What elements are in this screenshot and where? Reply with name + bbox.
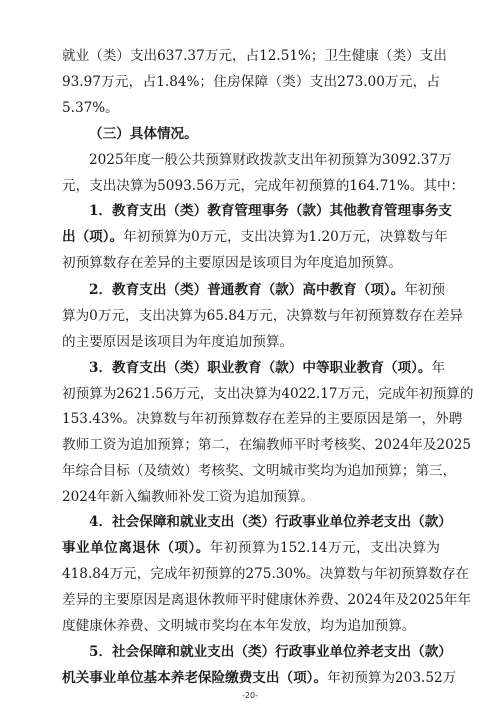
text-line [89, 126, 440, 143]
heading-text: 机关事业单位基本养老保险缴费支出（项）。 [62, 670, 328, 686]
text-line [62, 670, 457, 687]
heading-text: 出（项）。 [62, 229, 124, 245]
text-line [62, 437, 472, 454]
text-line [62, 618, 440, 635]
text-line [62, 592, 472, 609]
text-line [62, 74, 440, 91]
text-line [62, 308, 464, 325]
text-line [62, 48, 447, 65]
text-line [62, 100, 440, 117]
text-line [62, 566, 470, 583]
text-line [89, 644, 452, 661]
text-line [62, 463, 457, 480]
page-number: -20- [242, 691, 258, 700]
text-line [62, 334, 440, 351]
paragraph-text: 就业（类）支出637.37万元，占12.51%；卫生健康（类）支出 [62, 48, 447, 64]
paragraph-text: 年初预 [404, 282, 446, 298]
paragraph-text: 年综合目标（及绩效）考核奖、文明城市奖均为追加预算；第三， [62, 463, 457, 479]
paragraph-text: 2025年度一般公共预算财政拨款支出年初预算为3092.37万 [89, 152, 452, 168]
paragraph-text: 93.97万元，占1.84%；住房保障（类）支出273.00万元，占 [62, 74, 440, 90]
text-line [62, 540, 440, 557]
paragraph-text: 初预算数存在差异的主要原因是该项目为年度追加预算。 [62, 255, 402, 271]
paragraph-text: 度健康休养费、文明城市奖均在本年发放，均为追加预算。 [62, 618, 416, 634]
text-line [89, 360, 446, 377]
paragraph-text: 差异的主要原因是离退休教师平时健康休养费、2024年及2025年年 [62, 592, 472, 608]
heading-text: 4．社会保障和就业支出（类）行政事业单位养老支出（款） [89, 514, 452, 530]
text-line [89, 514, 452, 531]
text-line [62, 489, 440, 506]
paragraph-text: 153.43%。决算数与年初预算数存在差异的主要原因是第一，外聘 [62, 411, 463, 427]
text-line [89, 203, 452, 220]
heading-text: 5．社会保障和就业支出（类）行政事业单位养老支出（款） [89, 644, 452, 660]
heading-text: 事业单位离退休（项）。 [62, 540, 210, 556]
text-line [89, 282, 446, 299]
paragraph-text: 算为0万元，支出决算为65.84万元，决算数与年初预算数存在差异 [62, 308, 464, 324]
paragraph-text: 年初预算为0万元，支出决算为1.20万元，决算数与年 [123, 229, 448, 245]
heading-text: 3．教育支出（类）职业教育（款）中等职业教育（项）。 [89, 360, 432, 376]
paragraph-text: 教师工资为追加预算；第二，在编教师平时考核奖、2024年及2025 [62, 437, 472, 453]
paragraph-text: 2024年新入编教师补发工资为追加预算。 [62, 489, 315, 505]
paragraph-text: 元，支出决算为5093.56万元，完成年初预算的164.71%。其中： [62, 178, 465, 194]
text-line [62, 386, 474, 403]
heading-text: 1．教育支出（类）教育管理事务（款）其他教育管理事务支 [89, 203, 452, 219]
paragraph-text: 的主要原因是该项目为年度追加预算。 [62, 334, 294, 350]
text-line [62, 411, 463, 428]
text-line [62, 178, 465, 195]
text-line [62, 229, 448, 246]
paragraph-text: 5.37%。 [62, 100, 119, 116]
heading-text: 2．教育支出（类）普通教育（款）高中教育（项）。 [89, 282, 405, 298]
paragraph-text: 年初预算为203.52万 [327, 670, 457, 686]
paragraph-text: 年初预算为152.14万元，支出决算为 [209, 540, 440, 556]
text-line [89, 152, 452, 169]
text-line [62, 255, 440, 272]
paragraph-text: 初预算为2621.56万元，支出决算为4022.17万元，完成年初预算的 [62, 386, 474, 402]
heading-text: （三）具体情况。 [89, 126, 198, 142]
paragraph-text: 418.84万元，完成年初预算的275.30%。决算数与年初预算数存在 [62, 566, 470, 582]
paragraph-text: 年 [431, 360, 446, 376]
